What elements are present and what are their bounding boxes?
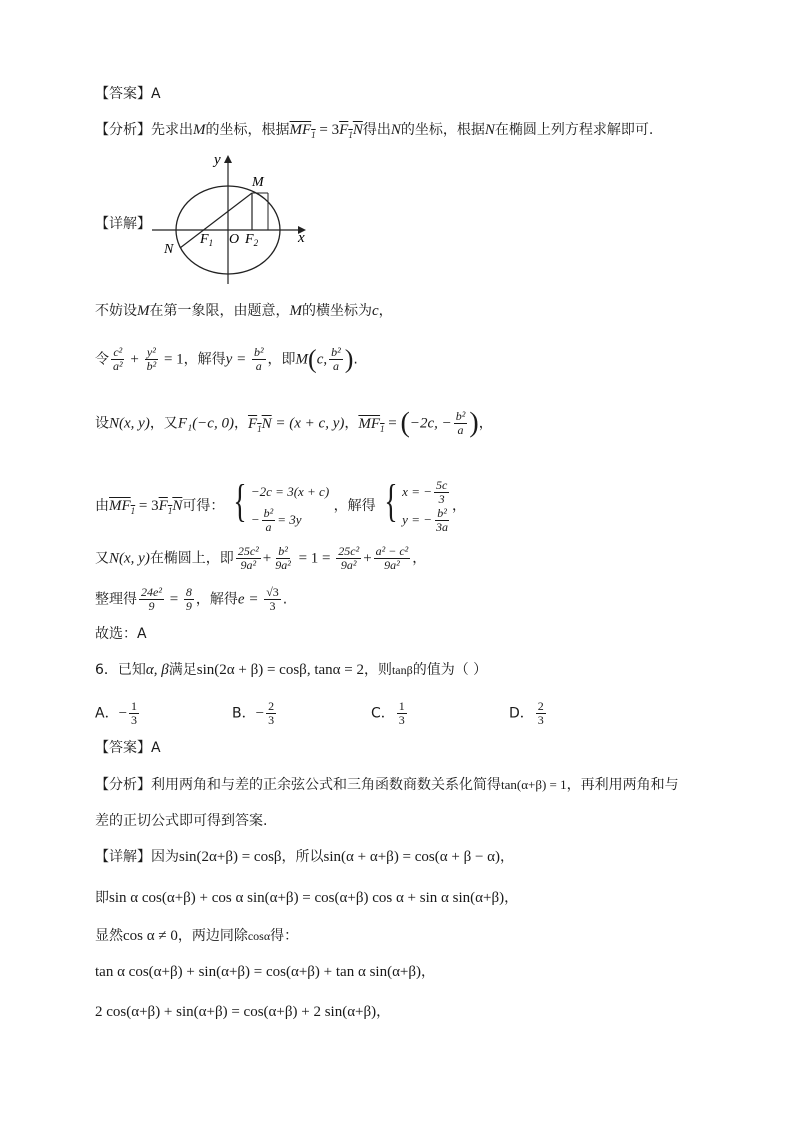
fig-label-y: y [214, 152, 221, 168]
detail-line-4: 由$MF_1 = 3F_1N$可得： { −2c = 3(x + c) − $\frac{\text{b²}}{a}$ = 3y ，解得 { x = − $\frac{5c}{3}$ y = − $\frac{\text{b²}}{3a}$ ， [95, 475, 466, 534]
answer-line-5 [95, 84, 161, 104]
analysis-line-5: 【分析】先求出M的坐标，根据$MF_1 = 3F_1N$得出N的坐标，根据N在椭圆上列方程求解即可. [95, 122, 654, 140]
fig-label-x: x [298, 230, 305, 246]
detail-line-1: 不妨设M在第一象限，由题意，M的横坐标为c， [95, 303, 393, 319]
vector-F1N: $F_1N$ [339, 122, 363, 140]
detail-6-line-4: tan α cos(α+β) + sin(α+β) = cos(α+β) + tan α sin(α+β)， [95, 964, 436, 980]
choose-line-5: 故选：A [95, 626, 147, 642]
answer-tag: 【答案】 [95, 86, 151, 102]
option-b[interactable]: B．− $\frac{2}{3}$ [232, 699, 275, 727]
system-1: { −2c = 3(x + c) − $\frac{\text{b²}}{a}$ = 3y [233, 475, 330, 534]
ellipse-figure [150, 150, 320, 290]
detail-6-line-3: 显然cos α ≠ 0，两边同除cosα得： [95, 928, 299, 944]
fig-label-M: M [252, 175, 264, 190]
vector-MF1: $MF_1$ [289, 122, 316, 140]
detail-6-line-2: 即sin α cos(α+β) + cos α sin(α+β) = cos(α+β) cos α + sin α sin(α+β)， [95, 890, 519, 906]
fig-label-F1: $F_1$ [200, 232, 214, 248]
option-a[interactable]: A．− $\frac{1}{3}$ [95, 699, 138, 727]
fig-label-N: N [164, 242, 174, 257]
answer-line-6: 【答案】A [95, 740, 161, 756]
detail-6-line-1: 【详解】因为sin(2α+β) = cosβ，所以sin(α + α+β) = cos(α + β − α)， [95, 849, 515, 865]
analysis-line-6b: 差的正切公式即可得到答案. [95, 813, 268, 829]
answer-value: A [151, 86, 161, 102]
system-2: { x = − $\frac{5c}{3}$ y = − $\frac{\text{b²}}{3a}$ [384, 475, 448, 534]
detail-tag-5: 【详解】 [95, 216, 151, 232]
detail-6-line-5: 2 cos(α+β) + sin(α+β) = cos(α+β) + 2 sin(α+β)， [95, 1004, 391, 1020]
option-c[interactable]: C． $\frac{1}{3}$ [371, 699, 405, 727]
option-d[interactable]: D． $\frac{2}{3}$ [509, 699, 544, 727]
fig-label-F2: $F_2$ [245, 232, 259, 248]
detail-line-6: 整理得 $\frac{\text{24e²}}{9}$ = $\frac{8}{9}$ ，解得e = $\frac{√3}{3}$ . [95, 585, 288, 613]
question-6-stem: 6．已知α, β满足sin(2α + β) = cosβ, tanα = 2，则tanβ的值为（ ） [95, 662, 488, 678]
detail-line-3: 设N(x, y)，又F₁(−c, 0)，$F_1N = (x + c$, y)，$MF_1 = (-2c$, − $\frac{\text{b²}}{a}$ )， [95, 407, 493, 439]
analysis-tag: 【分析】 [95, 122, 151, 138]
fig-label-O: O [229, 232, 240, 247]
detail-line-5: 又N(x, y)在椭圆上，即 $\frac{\text{25c²}}{\text{9a²}}$ + $\frac{\text{b²}}{\text{9a²}}$ = 1 = $\frac{\text{25c²}}{\text{9a²}}$ + $\frac{\text{a² − c²}}{\text{9a²}}$ ， [95, 544, 427, 572]
detail-line-2: 令 $\frac{\text{c²}}{\text{a²}}$ + $\frac{\text{y²}}{\text{b²}}$ = 1，解得y = $\frac{\text{b²}}{a}$ ，即M(c, $\frac{\text{b²}}{a}$ ). [95, 344, 358, 374]
analysis-line-6a: 【分析】利用两角和与差的正余弦公式和三角函数商数关系化简得tan(α+β) = 1，再利用两角和与 [95, 777, 679, 793]
